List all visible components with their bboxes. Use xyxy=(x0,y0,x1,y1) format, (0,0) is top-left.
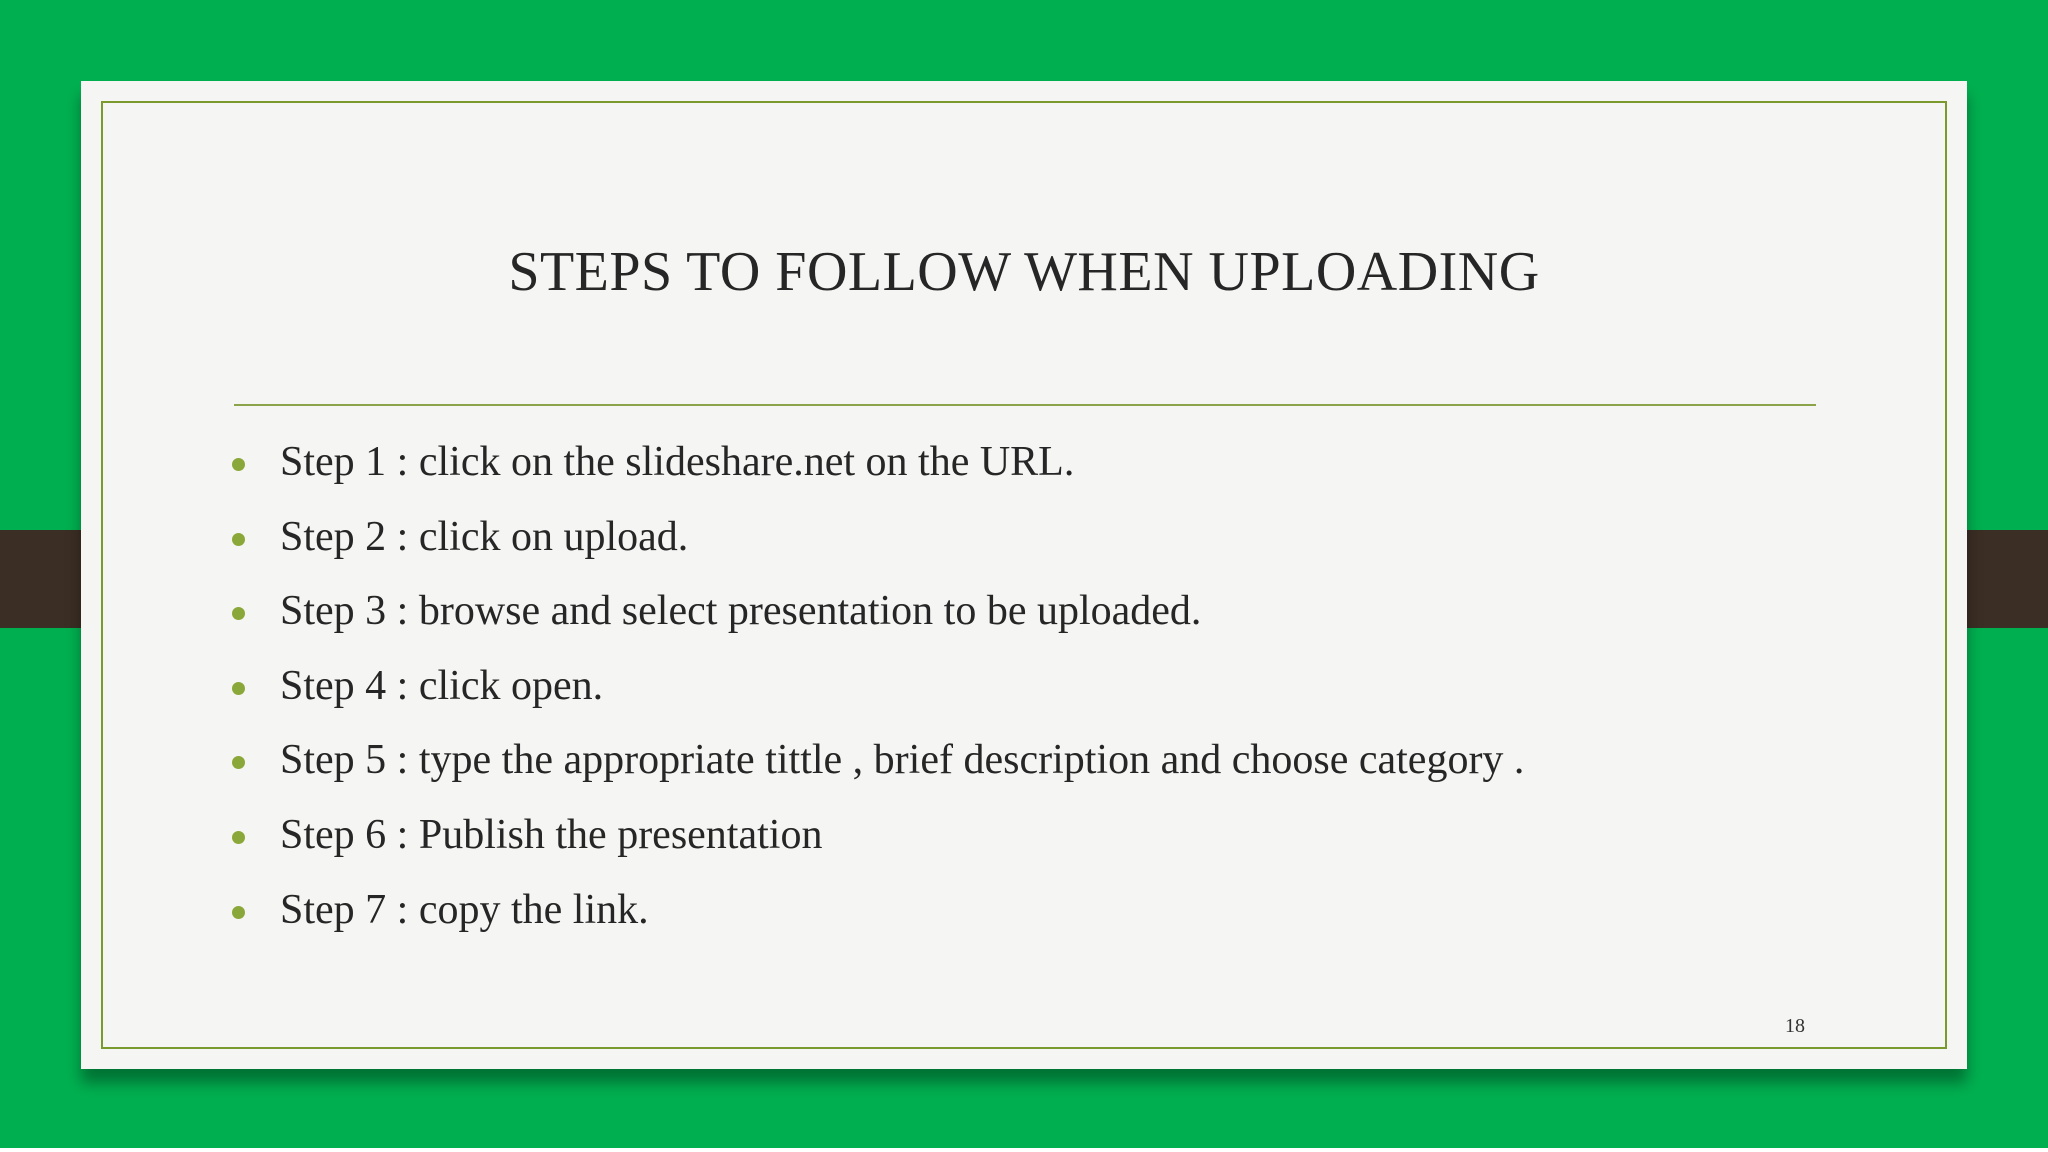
slide-title: STEPS TO FOLLOW WHEN UPLOADING xyxy=(508,241,1540,303)
bottom-edge xyxy=(0,1148,2048,1152)
step-text: Step 6 : Publish the presentation xyxy=(280,811,823,858)
step-text: Step 5 : type the appropriate tittle , brief description and choose category . xyxy=(280,737,1525,784)
step-text: Step 7 : copy the link. xyxy=(280,886,649,933)
step-text: Step 4 : click open. xyxy=(280,662,604,709)
step-text: Step 2 : click on upload. xyxy=(280,513,689,560)
step-text: Step 1 : click on the slideshare.net on the URL. xyxy=(280,439,1075,485)
bullet-icon xyxy=(232,533,245,546)
bullet-icon xyxy=(232,682,245,695)
title-divider xyxy=(234,404,1816,406)
step-text: Step 3 : browse and select presentation to be uploaded. xyxy=(280,588,1202,635)
bullet-icon xyxy=(232,906,245,919)
page-number: 18 xyxy=(1785,1015,1805,1037)
bullet-icon xyxy=(232,831,245,844)
bullet-icon xyxy=(232,458,245,471)
